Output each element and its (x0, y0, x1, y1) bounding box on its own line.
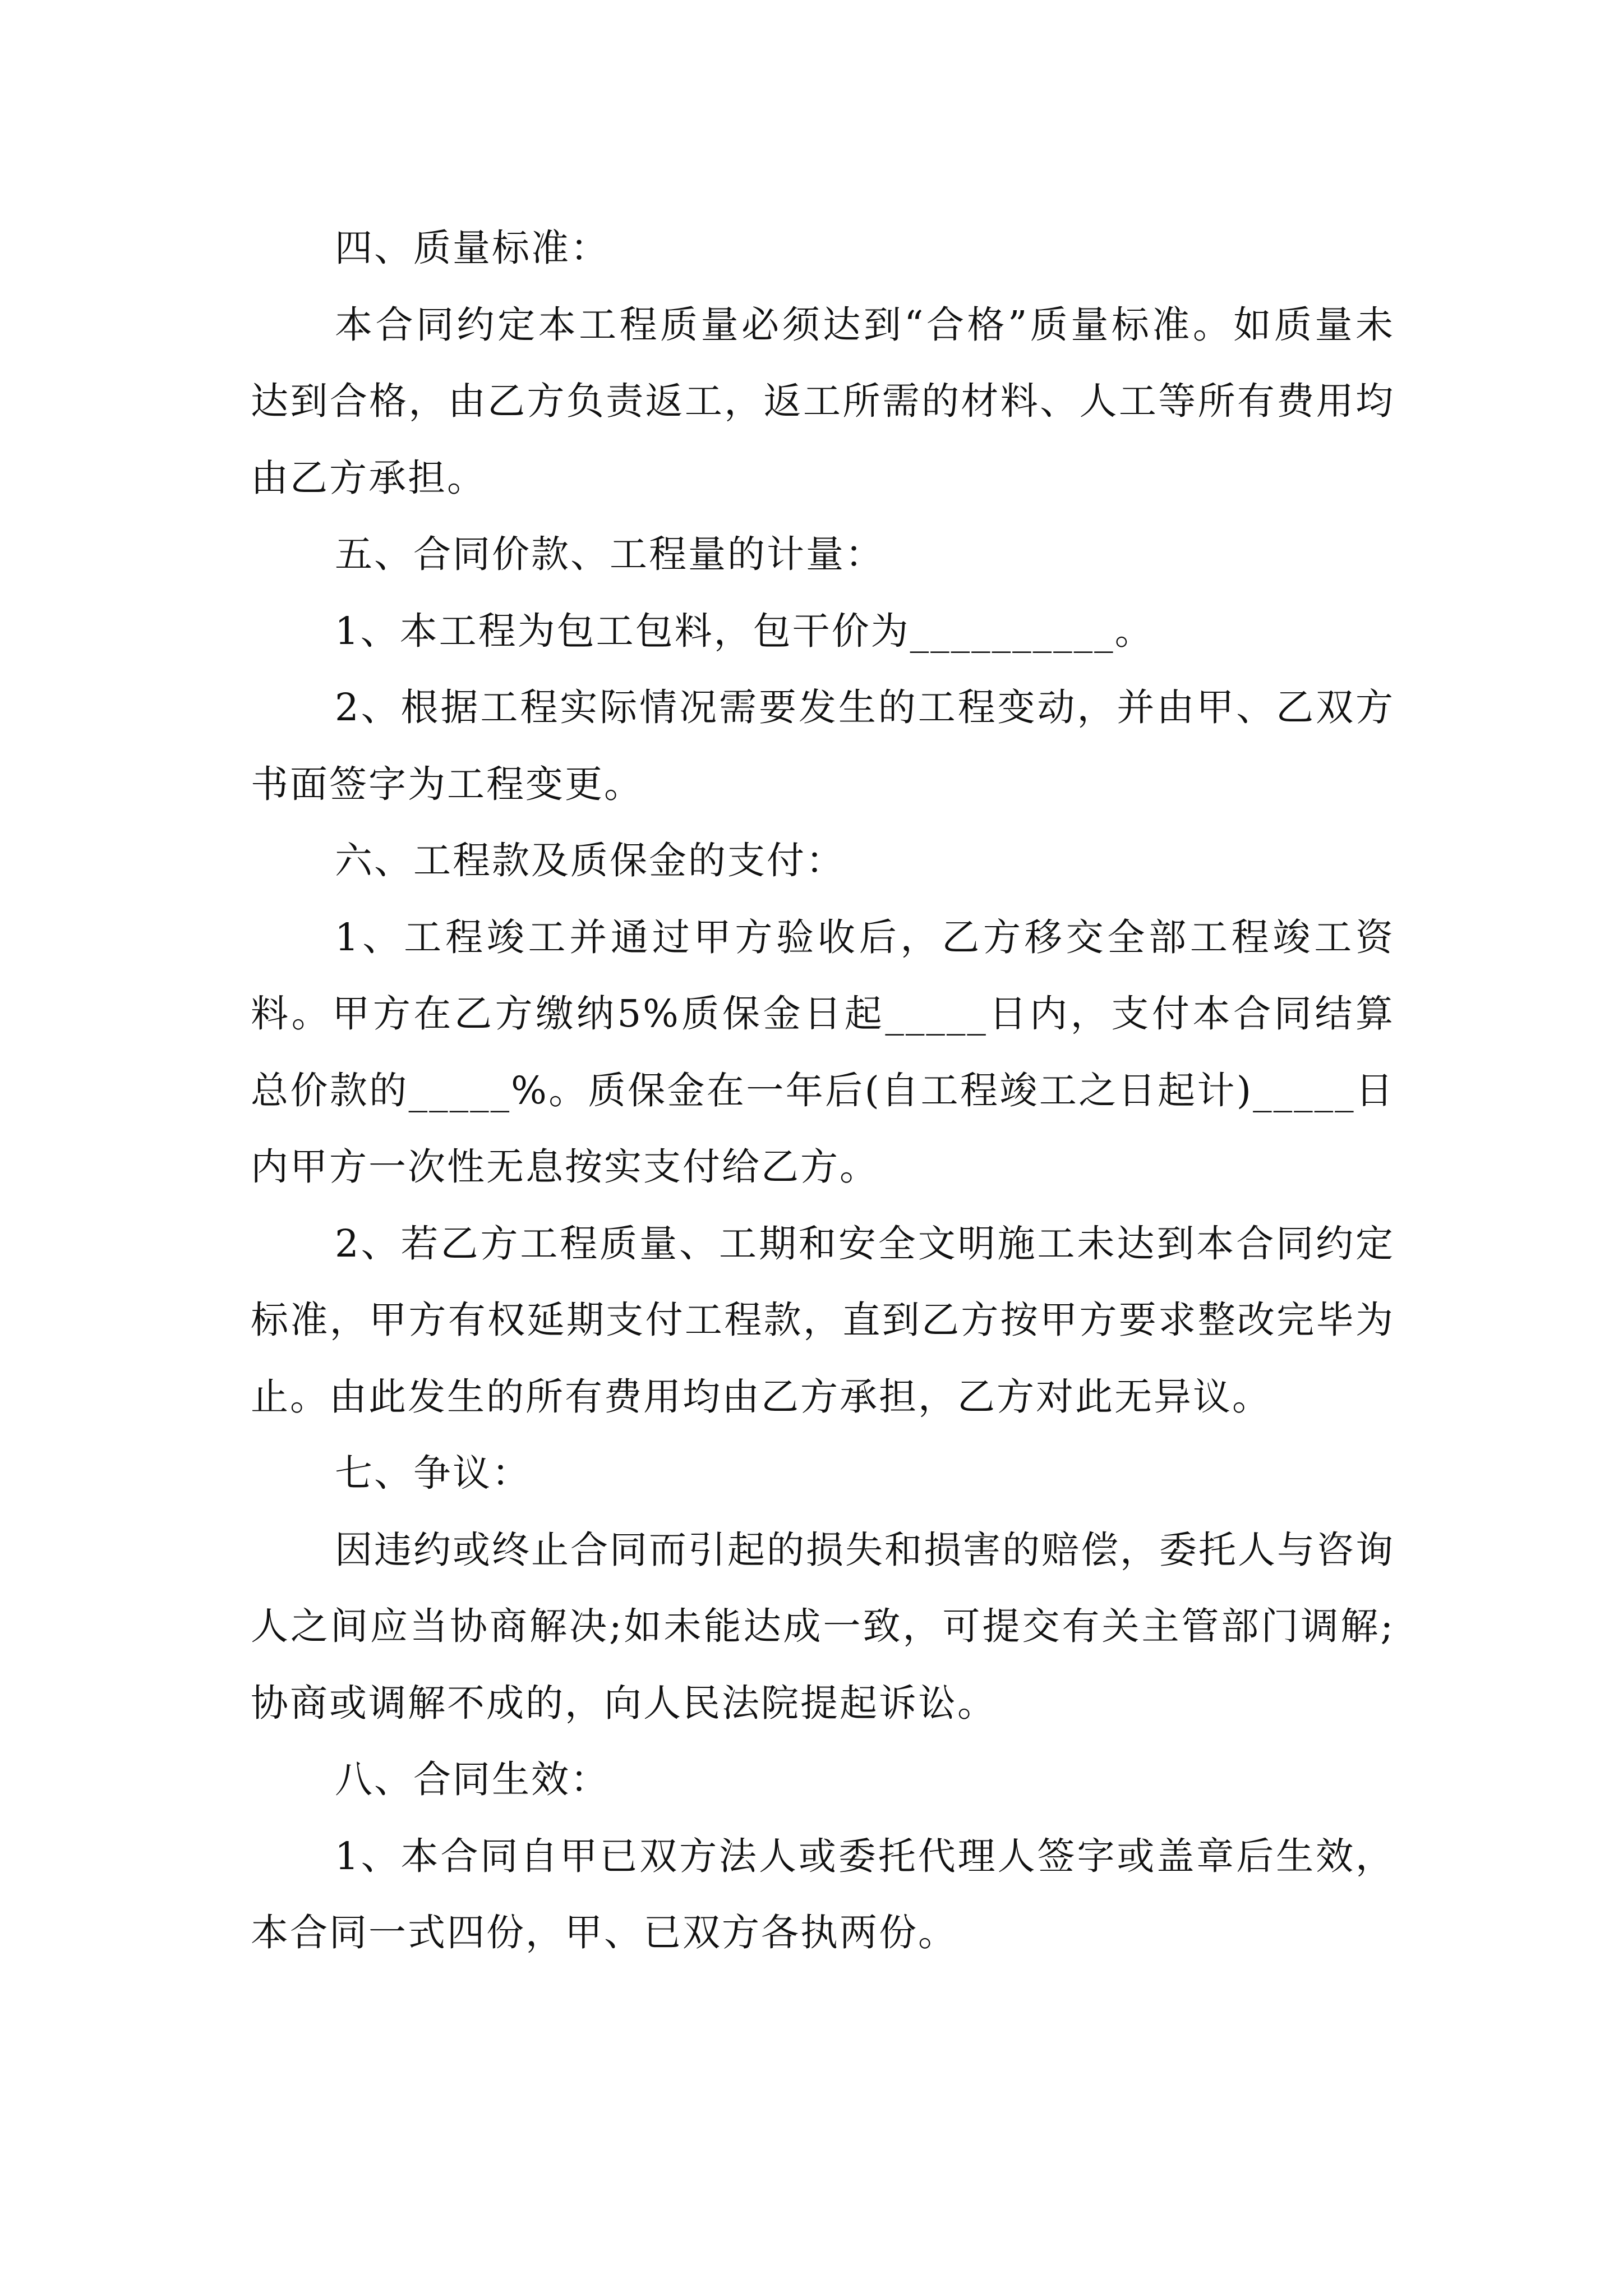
paragraph-effect-1: 1、本合同自甲已双方法人或委托代理人签字或盖章后生效，本合同一式四份，甲、已双方各执两份。 (251, 1834, 1395, 1954)
section-heading-quality: 四、质量标准： (335, 226, 610, 270)
paragraph-quality-standard: 本合同约定本工程质量必须达到“合格”质量标准。如质量未达到合格，由乙方负责返工，返工所需的材料、人工等所有费用均由乙方承担。 (251, 302, 1395, 500)
paragraph-price-1: 1、本工程为包工包料，包干价为__________。 (335, 609, 1154, 653)
paragraph-payment-1: 1、工程竣工并通过甲方验收后，乙方移交全部工程竣工资料。甲方在乙方缴纳5%质保金日起_____日内，支付本合同结算总价款的_____%。质保金在一年后(自工程竣工之日起计)_____日内甲方一次性无息按实支付给乙方。 (251, 915, 1395, 1189)
document-body (251, 210, 1395, 1971)
section-heading-price: 五、合同价款、工程量的计量： (335, 532, 884, 576)
section-heading-dispute: 七、争议： (335, 1451, 531, 1495)
section-heading-payment: 六、工程款及质保金的支付： (335, 839, 845, 882)
section-heading-effect: 八、合同生效： (335, 1757, 610, 1801)
paragraph-price-2: 2、根据工程实际情况需要发生的工程变动，并由甲、乙双方书面签字为工程变更。 (251, 685, 1395, 806)
paragraph-payment-2: 2、若乙方工程质量、工期和安全文明施工未达到本合同约定标准，甲方有权延期支付工程款，直到乙方按甲方要求整改完毕为止。由此发生的所有费用均由乙方承担，乙方对此无异议。 (251, 1221, 1395, 1419)
paragraph-dispute: 因违约或终止合同而引起的损失和损害的赔偿，委托人与咨询人之间应当协商解决;如未能达成一致，可提交有关主管部门调解;协商或调解不成的，向人民法院提起诉讼。 (251, 1527, 1395, 1725)
